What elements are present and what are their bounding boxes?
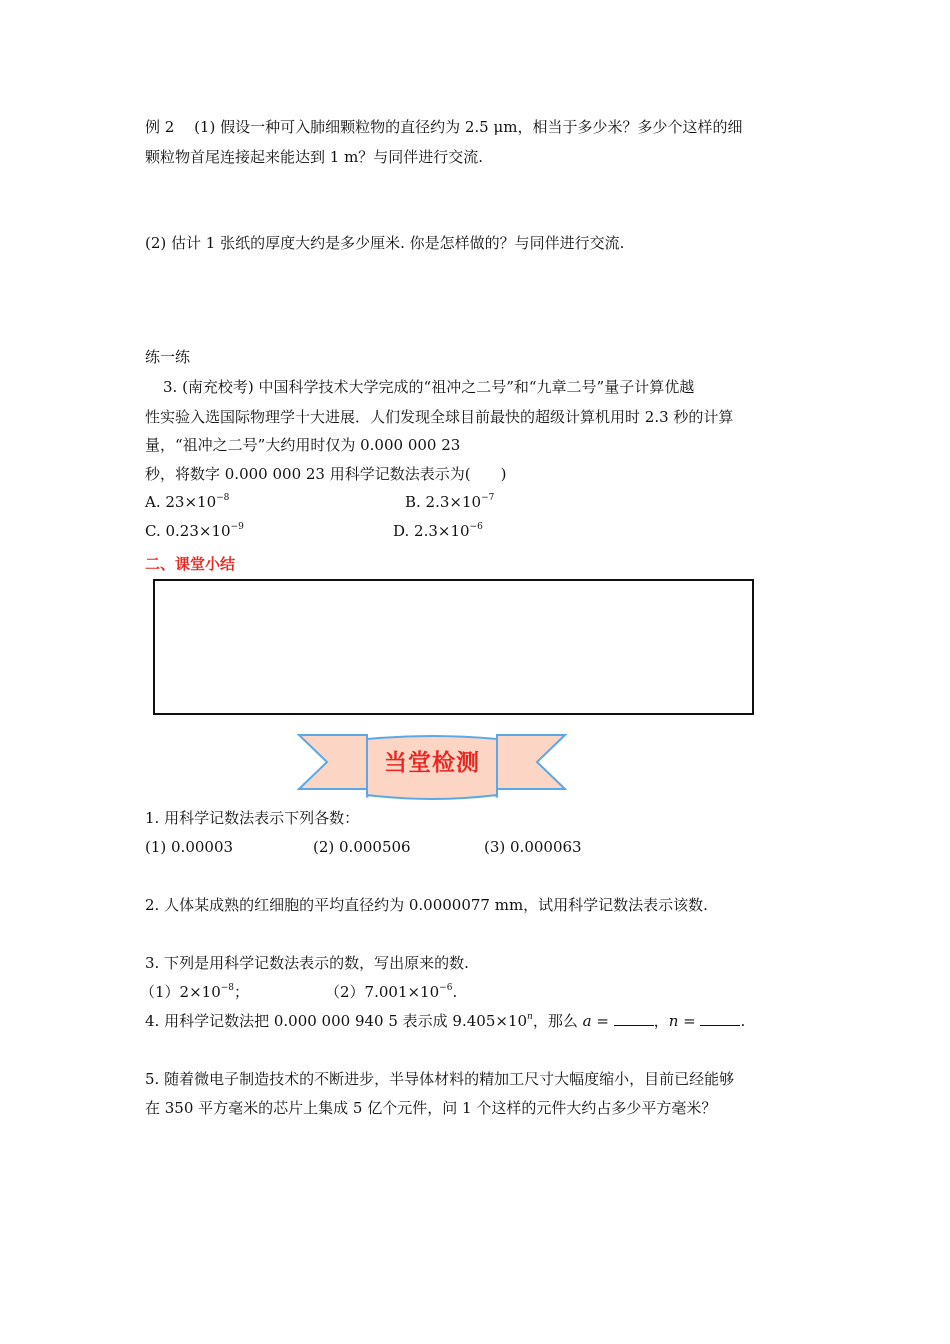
option-b: B. $2.3\times 10^{-7}$	[405, 493, 495, 511]
practice-question-line1: 3. (南充校考) 中国科学技术大学完成的“祖冲之二号”和“九章二号”量子计算优越	[163, 378, 695, 396]
banner-title: 当堂检测	[384, 750, 480, 776]
summary-heading: 二、课堂小结	[145, 555, 236, 573]
answer-blank-a[interactable]	[614, 1011, 654, 1026]
option-d: D. $2.3\times 10^{-6}$	[393, 522, 483, 540]
test-q2: 2. 人体某成熟的红细胞的平均直径约为 0.0000077 mm，试用科学记数法表示该数.	[145, 896, 708, 914]
example2-line2: 颗粒物首尾连接起来能达到 1 m？与同伴进行交流.	[145, 148, 484, 166]
test-q4: 4. 用科学记数法把 0.000 000 940 5 表示成 $9.405\times 10^n$，那么 a = ，n = .	[145, 1012, 746, 1030]
practice-question-line4: 秒，将数字 0.000 000 23 用科学记数法表示为( )	[145, 465, 507, 483]
test-q5-line2: 在 350 平方毫米的芯片上集成 5 亿个元件，问 1 个这样的元件大约占多少平方毫米？	[145, 1099, 717, 1117]
summary-box	[153, 579, 754, 715]
practice-question-line3: 量，“祖冲之二号”大约用时仅为 0.000 000 23	[145, 436, 461, 454]
test-q5-line1: 5. 随着微电子制造技术的不断进步，半导体材料的精加工尺寸大幅度缩小，目前已经能够	[145, 1070, 735, 1088]
test-q3-b: $(2)7.001\times 10^{-6}$.	[325, 983, 458, 1001]
practice-question-line2: 性实验入选国际物理学十大进展．人们发现全球目前最快的超级计算机用时 2.3 秒的计算	[145, 408, 734, 426]
answer-blank-n[interactable]	[700, 1011, 740, 1026]
test-q1-a: (1) 0.00003	[145, 838, 234, 856]
test-q1-c: (3) 0.000063	[484, 838, 582, 856]
test-q3-a: $(1)2\times 10^{-8}$；	[140, 983, 250, 1001]
test-q1: 1. 用科学记数法表示下列各数：	[145, 809, 360, 827]
practice-heading: 练一练	[145, 348, 191, 366]
example2-part2: (2) 估计 1 张纸的厚度大约是多少厘米. 你是怎样做的？与同伴进行交流.	[145, 234, 625, 252]
test-q1-b: (2) 0.000506	[313, 838, 411, 856]
option-c: C. $0.23\times 10^{-9}$	[145, 522, 244, 540]
option-a: A. $23\times 10^{-8}$	[145, 493, 230, 511]
test-q3: 3. 下列是用科学记数法表示的数，写出原来的数.	[145, 954, 469, 972]
test-banner	[297, 731, 567, 803]
example2-line1: 例 2 (1) 假设一种可入肺细颗粒物的直径约为 2.5 μm，相当于多少米？多少个这样的细	[145, 118, 743, 136]
